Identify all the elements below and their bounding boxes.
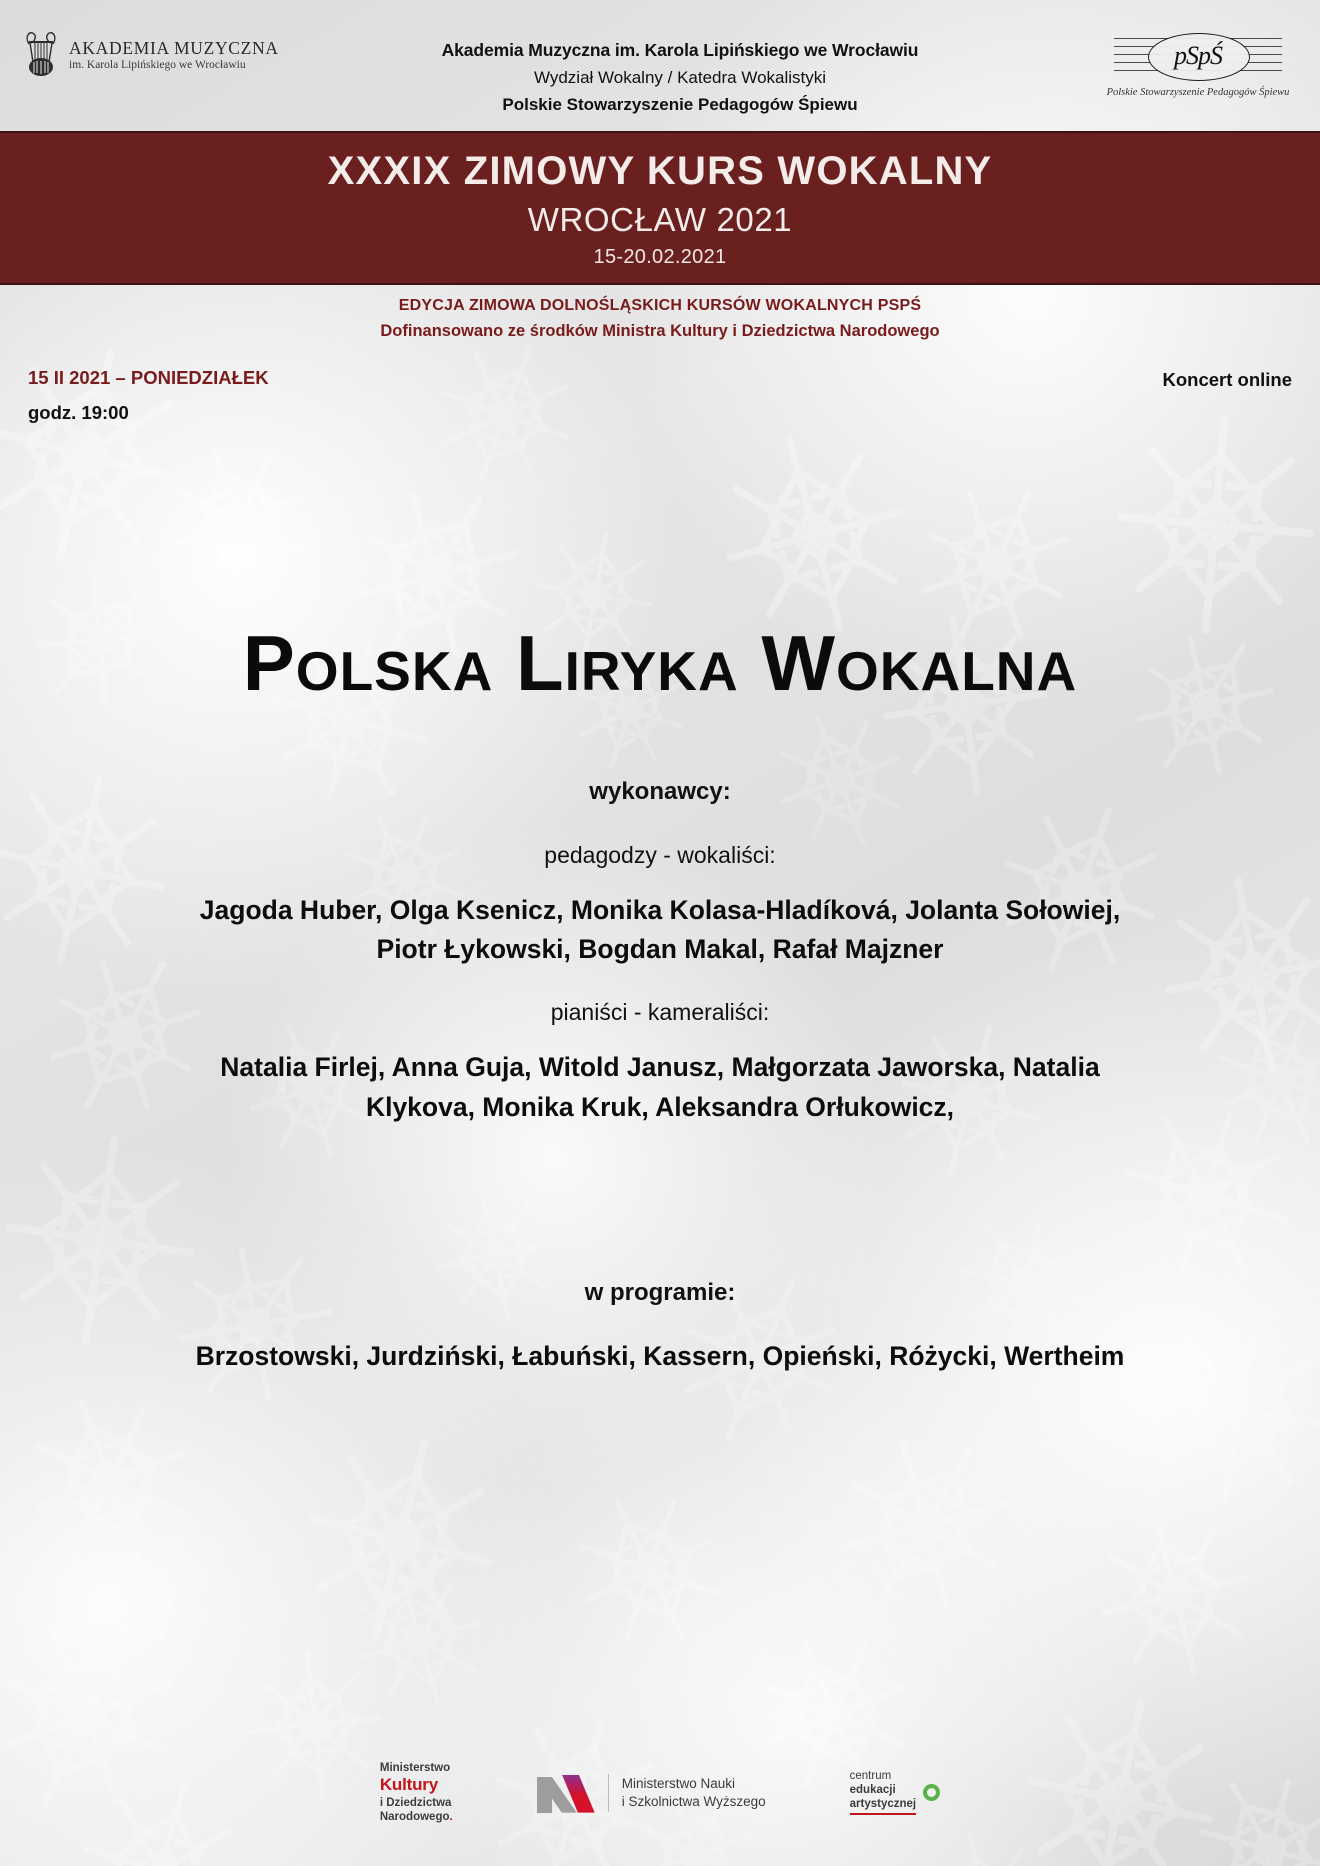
event-meta-row bbox=[0, 341, 1320, 424]
cea-line2: edukacji bbox=[849, 1784, 896, 1797]
academy-logo bbox=[22, 28, 279, 83]
mkdn-line2: Kultury bbox=[379, 1775, 438, 1795]
mnisw-line1: Ministerstwo Nauki bbox=[621, 1775, 735, 1791]
vocalists-line-1: Jagoda Huber, Olga Ksenicz, Monika Kolasa-Hladíková, Jolanta Sołowiej, bbox=[199, 895, 1121, 925]
centrum-edukacji-artystycznej-logo bbox=[850, 1770, 940, 1814]
banner-title: XXXIX ZIMOWY KURS WOKALNY bbox=[327, 149, 993, 193]
page-title: Polska Liryka Wokalna bbox=[242, 619, 1078, 707]
group-label-vocalists: pedagodzy - wokaliści: bbox=[544, 842, 776, 868]
header-faculty: Wydział Wokalny / Katedra Wokalistyki bbox=[533, 68, 827, 87]
academy-logo-line1: AKADEMIA MUZYCZNA bbox=[69, 37, 279, 58]
pianists-line-2: Klykova, Monika Kruk, Aleksandra Orłukowicz, bbox=[365, 1091, 955, 1122]
header-association: Polskie Stowarzyszenie Pedagogów Śpiewu bbox=[502, 95, 858, 114]
programme-composers: Brzostowski, Jurdziński, Łabuński, Kassern, Opieński, Różycki, Wertheim bbox=[195, 1340, 1125, 1371]
performers-section bbox=[0, 778, 1320, 1127]
cea-text bbox=[850, 1770, 916, 1814]
subtitle-edition: EDYCJA ZIMOWA DOLNOŚLĄSKICH KURSÓW WOKALNYCH PSPŚ bbox=[398, 297, 922, 314]
event-datetime bbox=[28, 367, 269, 424]
event-time: godz. 19:00 bbox=[28, 402, 129, 423]
programme-section bbox=[0, 1279, 1320, 1375]
mnisw-line2: i Szkolnictwa Wyższego bbox=[621, 1793, 766, 1809]
performers-lead: wykonawcy: bbox=[589, 778, 731, 805]
event-date: 15 II 2021 – PONIEDZIAŁEK bbox=[28, 367, 269, 388]
mkdn-line1: Ministerstwo bbox=[379, 1762, 451, 1775]
psps-logo bbox=[1098, 28, 1298, 98]
mkdn-line3: i Dziedzictwa bbox=[379, 1796, 452, 1809]
poster-header bbox=[0, 0, 1320, 121]
ministry-of-science-logo bbox=[537, 1773, 766, 1813]
pianists-line-1: Natalia Firlej, Anna Guja, Witold Janusz, Małgorzata Jaworska, Natalia bbox=[220, 1052, 1100, 1083]
header-center-text bbox=[262, 28, 1098, 115]
mnisw-mark-icon bbox=[537, 1773, 595, 1813]
mkdn-line4-text: Narodowego bbox=[379, 1810, 450, 1823]
vocalists-line-2: Piotr Łykowski, Bogdan Makal, Rafał Majzner bbox=[376, 934, 944, 965]
psps-monogram: pSpŚ bbox=[1174, 41, 1222, 70]
group-label-pianists: pianiści - kameraliści: bbox=[550, 999, 770, 1026]
psps-caption: Polskie Stowarzyszenie Pedagogów Śpiewu bbox=[1106, 87, 1290, 98]
ministry-of-culture-logo bbox=[380, 1761, 453, 1824]
mkdn-accent-dot: . bbox=[449, 1810, 453, 1823]
mnisw-text bbox=[622, 1775, 766, 1811]
vocalists-names bbox=[115, 891, 1205, 969]
psps-mark-icon bbox=[1114, 28, 1282, 84]
subtitle-funding: Dofinansowano ze środków Ministra Kultury i Dziedzictwa Narodowego bbox=[380, 322, 940, 340]
pianists-names bbox=[115, 1048, 1205, 1126]
event-mode: Koncert online bbox=[1162, 369, 1292, 390]
lyre-icon bbox=[22, 28, 60, 83]
cea-swirl-icon bbox=[923, 1784, 940, 1801]
cea-line3: artystycznej bbox=[850, 1798, 916, 1815]
banner-dates: 15-20.02.2021 bbox=[593, 246, 727, 268]
mkdn-line4 bbox=[380, 1810, 453, 1824]
programme-label: w programie: bbox=[584, 1278, 736, 1306]
event-banner bbox=[0, 131, 1320, 285]
academy-logo-line2: im. Karola Lipińskiego we Wrocławiu bbox=[69, 59, 246, 72]
subtitle-block bbox=[0, 297, 1320, 341]
sponsor-footer bbox=[0, 1761, 1320, 1824]
academy-logo-text bbox=[69, 39, 279, 72]
divider bbox=[608, 1774, 609, 1812]
header-institution: Akademia Muzyczna im. Karola Lipińskiego we Wrocławiu bbox=[441, 40, 919, 60]
cea-line1: centrum bbox=[849, 1770, 892, 1783]
banner-city-year: WROCŁAW 2021 bbox=[527, 201, 793, 238]
